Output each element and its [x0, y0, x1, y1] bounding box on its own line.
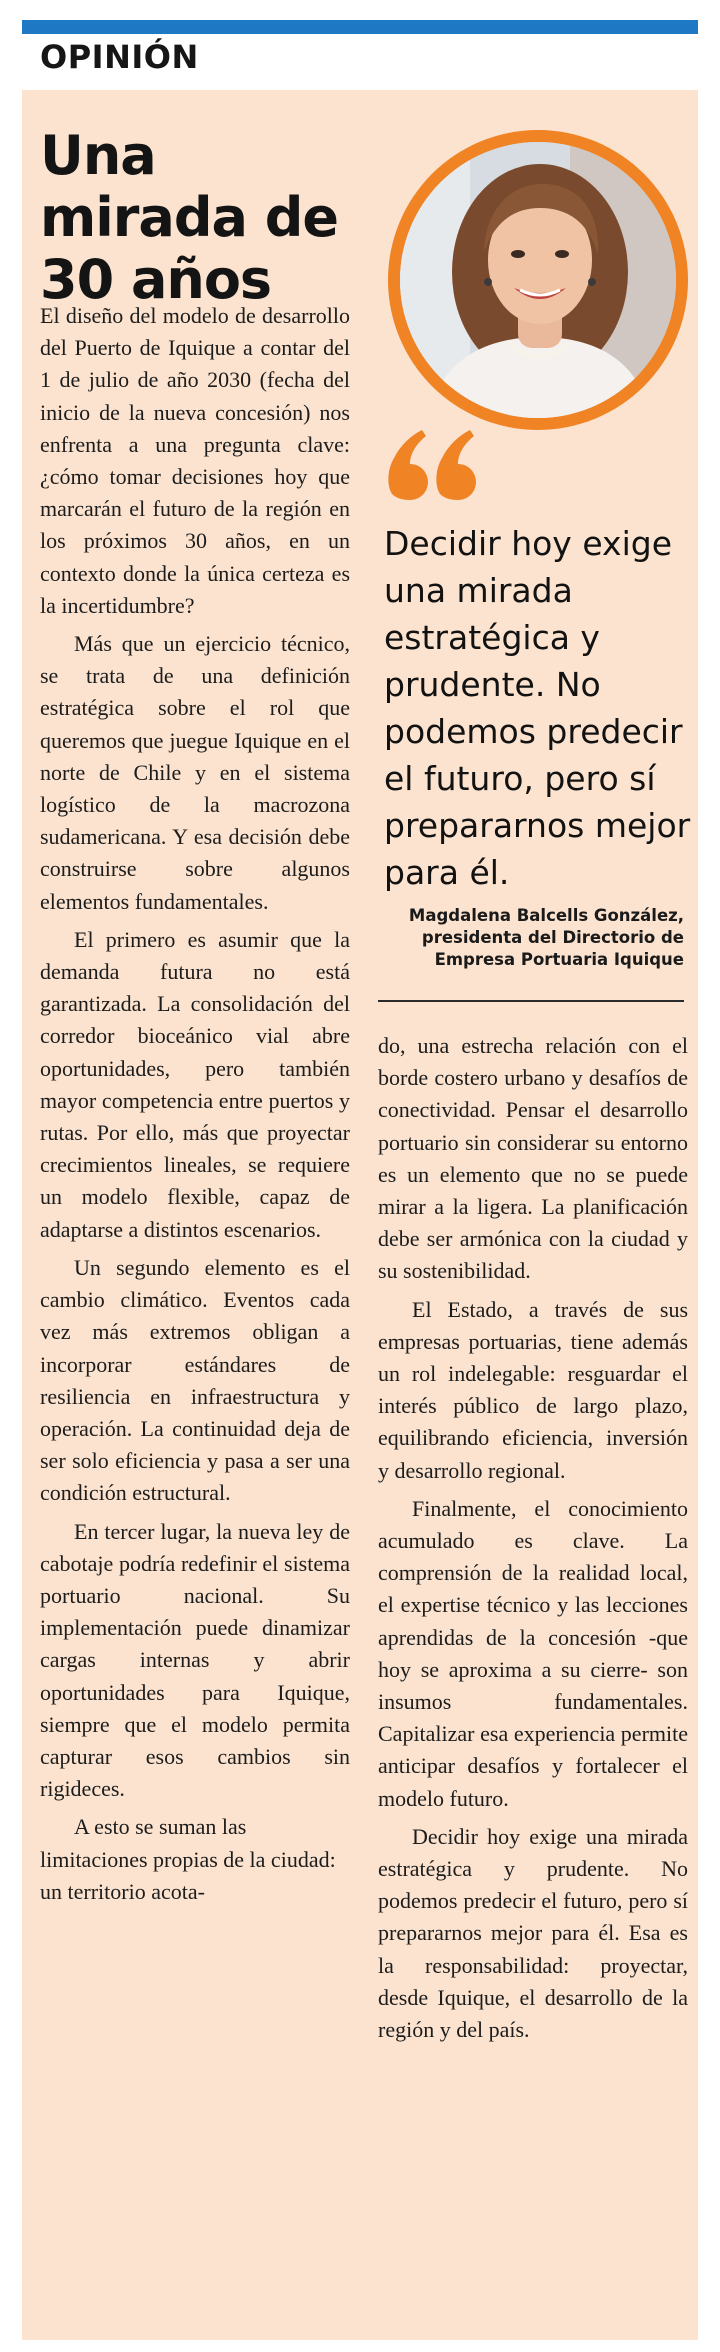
pull-quote: Decidir hoy exige una mirada estratégica y prudente. No podemos predecir el futuro, pero sí prepararnos mejor para él. — [384, 524, 691, 892]
pull-quote-credit — [384, 905, 684, 971]
body-paragraph: Más que un ejercicio técnico, se trata de una definición estratégica sobre el rol que queremos que juegue Iquique en el norte de Chile y en el sistema logístico de la macrozona sudamericana. Y esa decisión debe construirse sobre algunos elementos fundamentales. — [40, 631, 350, 914]
article-body-right-column — [378, 1030, 688, 2052]
body-paragraph: Decidir hoy exige una mirada estratégica y prudente. No podemos predecir el futuro, pero sí prepararnos mejor para él. Esa es la responsabilidad: proyectar, desde Iquique, el desarrollo de la región y del país. — [378, 1823, 688, 2043]
article-body-left-column — [40, 300, 350, 1914]
article-headline: Una mirada de 30 años — [40, 124, 339, 311]
body-paragraph: En tercer lugar, la nueva ley de cabotaje podría redefinir el sistema portuario nacional. Su implementación puede dinamizar cargas internas y abrir oportunidades para Iquique, siempre que el modelo permita capturar esos cambios sin rigideces. — [40, 1518, 350, 1802]
quote-author: Magdalena Balcells González, — [408, 906, 684, 925]
quotation-mark-icon — [384, 424, 484, 504]
author-portrait-icon — [400, 142, 676, 418]
section-label: OPINIÓN — [40, 38, 199, 76]
body-paragraph: El primero es asumir que la demanda futura no está garantizada. La consolidación del corredor bioceánico vial abre oportunidades, pero también mayor competencia entre puertos y rutas. Por ello, más que proyectar crecimientos lineales, se requiere un modelo flexible, capaz de adaptarse a distintos escenarios. — [40, 926, 350, 1242]
body-paragraph: A esto se suman las limitaciones propias de la ciudad: un territorio acota- — [40, 1814, 336, 1904]
pull-quote-divider — [378, 1000, 684, 1002]
quote-author-organization: Empresa Portuaria Iquique — [434, 950, 684, 969]
quote-author-role: presidenta del Directorio de — [421, 928, 684, 947]
body-paragraph: do, una estrecha relación con el borde costero urbano y desafíos de conectividad. Pensar el desarrollo portuario sin considerar su entorno es un elemento que no se puede mirar a la ligera. La planificación debe ser armónica con la ciudad y su sostenibilidad. — [378, 1033, 688, 1284]
section-accent-bar — [22, 20, 698, 34]
body-paragraph: El Estado, a través de sus empresas portuarias, tiene además un rol indelegable: resguardar el interés público de largo plazo, equilibrando eficiencia, inversión y desarrollo regional. — [378, 1296, 688, 1483]
body-paragraph: Finalmente, el conocimiento acumulado es clave. La comprensión de la realidad local, el expertise técnico y las lecciones aprendidas de la concesión -que hoy se aproxima a su cierre- son insumos fundamentales. Capitalizar esa experiencia permite anticipar desafíos y fortalecer el modelo futuro. — [378, 1495, 688, 1811]
author-portrait — [400, 142, 676, 418]
body-paragraph: Un segundo elemento es el cambio climático. Eventos cada vez más extremos obligan a incorporar estándares de resiliencia en infraestructura y operación. La continuidad deja de ser solo eficiencia y pasa a ser una condición estructural. — [40, 1254, 350, 1506]
body-paragraph: El diseño del modelo de desarrollo del Puerto de Iquique a contar del 1 de julio de año 2030 (fecha del inicio de la nueva concesión) nos enfrenta a una pregunta clave: ¿cómo tomar decisiones hoy que marcarán el futuro de la región en los próximos 30 años, en un contexto donde la única certeza es la incertidumbre? — [40, 303, 350, 618]
